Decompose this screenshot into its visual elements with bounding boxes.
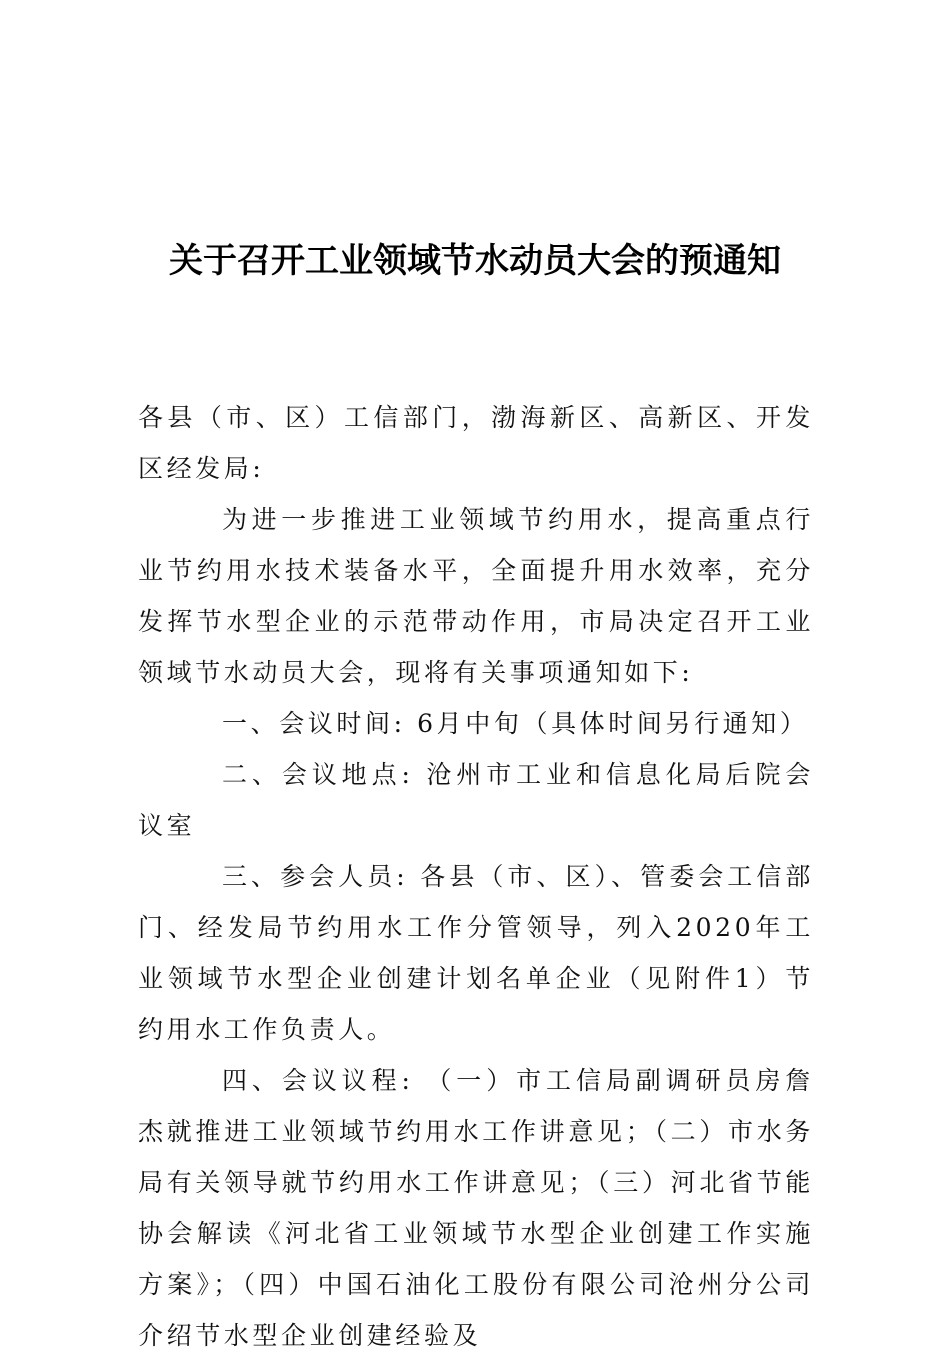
document-body <box>138 392 814 1361</box>
meeting-time-item: 一、会议时间: 6月中旬（具体时间另行通知） <box>222 709 809 738</box>
attendees-item: 三、参会人员: 各县（市、区）、管委会工信部门、经发局节约用水工作分管领导，列入2020年工业领域节水型企业创建计划名单企业（见附件1）节约用水工作负责人。 <box>138 862 814 1044</box>
intro-paragraph: 为进一步推进工业领域节约用水，提高重点行业节约用水技术装备水平，全面提升用水效率，充分发挥节水型企业的示范带动作用，市局决定召开工业领域节水动员大会，现将有关事项通知如下: <box>138 505 814 687</box>
salutation: 各县（市、区）工信部门，渤海新区、高新区、开发区经发局: <box>138 403 814 483</box>
meeting-location-item: 二、会议地点: 沧州市工业和信息化局后院会议室 <box>138 760 814 840</box>
document-title: 关于召开工业领域节水动员大会的预通知 <box>169 241 781 281</box>
agenda-item: 四、会议议程: （一）市工信局副调研员房詹杰就推进工业领域节约用水工作讲意见；（二）市水务局有关领导就节约用水工作讲意见；（三）河北省节能协会解读《河北省工业领域节水型企业创建工作实施方案》；（四）中国石油化工股份有限公司沧州分公司介绍节水型企业创建经验及 <box>138 1066 814 1350</box>
